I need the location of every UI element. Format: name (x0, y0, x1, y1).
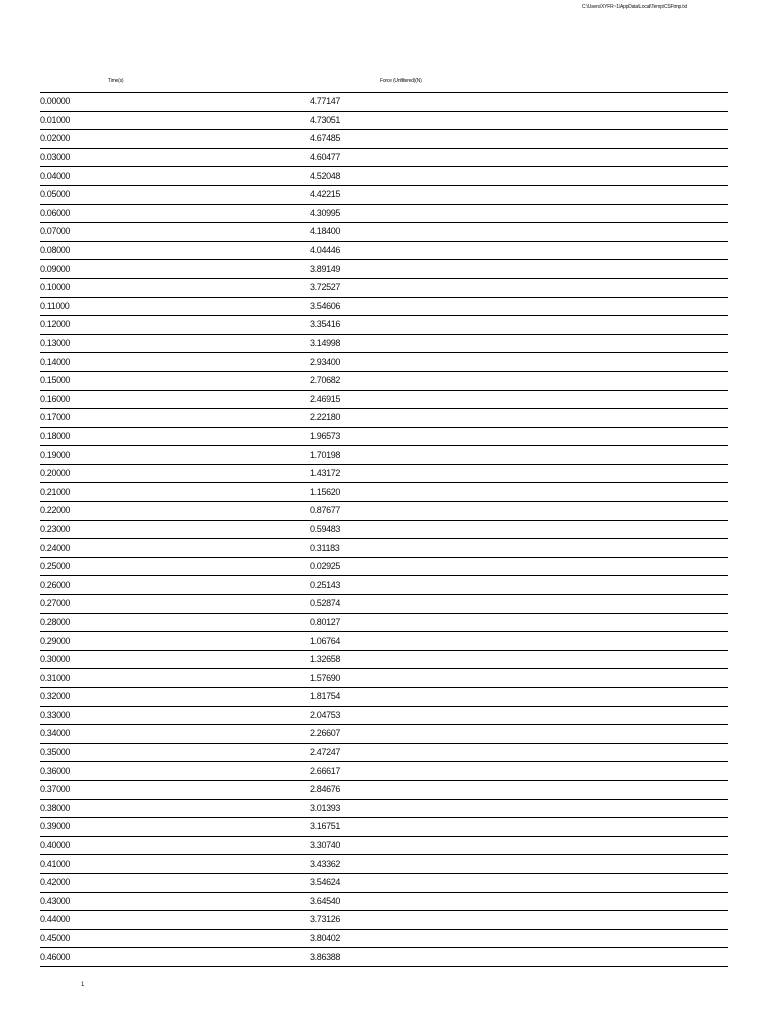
cell-time: 0.02000 (40, 130, 310, 149)
cell-time: 0.01000 (40, 111, 310, 130)
cell-time: 0.08000 (40, 241, 310, 260)
table-row (40, 576, 728, 595)
cell-time: 0.03000 (40, 148, 310, 167)
cell-time: 0.09000 (40, 260, 310, 279)
cell-force: 0.02925 (310, 557, 728, 576)
cell-force: 2.70682 (310, 371, 728, 390)
table-row (40, 688, 728, 707)
cell-force: 3.72527 (310, 278, 728, 297)
cell-time: 0.37000 (40, 780, 310, 799)
table-row (40, 167, 728, 186)
table-row (40, 185, 728, 204)
table-row (40, 613, 728, 632)
cell-time: 0.07000 (40, 223, 310, 242)
cell-force: 4.18400 (310, 223, 728, 242)
table-row (40, 892, 728, 911)
cell-time: 0.33000 (40, 706, 310, 725)
table-row (40, 464, 728, 483)
table-row (40, 297, 728, 316)
cell-time: 0.05000 (40, 185, 310, 204)
cell-force: 2.47247 (310, 743, 728, 762)
table-row (40, 111, 728, 130)
cell-force: 1.81754 (310, 688, 728, 707)
cell-force: 0.59483 (310, 520, 728, 539)
cell-time: 0.42000 (40, 873, 310, 892)
cell-force: 3.54606 (310, 297, 728, 316)
cell-time: 0.31000 (40, 669, 310, 688)
table-row (40, 836, 728, 855)
cell-force: 1.43172 (310, 464, 728, 483)
cell-force: 0.25143 (310, 576, 728, 595)
table-column-headers (40, 78, 728, 88)
cell-time: 0.15000 (40, 371, 310, 390)
cell-force: 4.52048 (310, 167, 728, 186)
cell-time: 0.19000 (40, 446, 310, 465)
cell-force: 4.67485 (310, 130, 728, 149)
cell-force: 2.04753 (310, 706, 728, 725)
cell-time: 0.17000 (40, 409, 310, 428)
cell-force: 2.26607 (310, 725, 728, 744)
cell-force: 3.64540 (310, 892, 728, 911)
cell-force: 1.06764 (310, 632, 728, 651)
table-row (40, 595, 728, 614)
cell-time: 0.26000 (40, 576, 310, 595)
table-row (40, 334, 728, 353)
cell-force: 0.87677 (310, 502, 728, 521)
cell-force: 1.57690 (310, 669, 728, 688)
table-row (40, 148, 728, 167)
table-row (40, 446, 728, 465)
table-row (40, 706, 728, 725)
table-row (40, 278, 728, 297)
table-row (40, 725, 728, 744)
cell-force: 2.93400 (310, 353, 728, 372)
cell-force: 3.14998 (310, 334, 728, 353)
cell-time: 0.30000 (40, 650, 310, 669)
cell-time: 0.06000 (40, 204, 310, 223)
table-row (40, 390, 728, 409)
cell-time: 0.29000 (40, 632, 310, 651)
cell-force: 2.66617 (310, 762, 728, 781)
cell-time: 0.00000 (40, 93, 310, 112)
table-row (40, 650, 728, 669)
table-row (40, 762, 728, 781)
cell-force: 3.43362 (310, 855, 728, 874)
cell-time: 0.20000 (40, 464, 310, 483)
cell-time: 0.28000 (40, 613, 310, 632)
table-row (40, 502, 728, 521)
cell-time: 0.22000 (40, 502, 310, 521)
cell-time: 0.18000 (40, 427, 310, 446)
cell-time: 0.14000 (40, 353, 310, 372)
cell-force: 2.22180 (310, 409, 728, 428)
table-row (40, 948, 728, 967)
cell-time: 0.44000 (40, 911, 310, 930)
table-row (40, 743, 728, 762)
cell-time: 0.12000 (40, 316, 310, 335)
cell-time: 0.46000 (40, 948, 310, 967)
cell-time: 0.25000 (40, 557, 310, 576)
cell-time: 0.32000 (40, 688, 310, 707)
table-row (40, 818, 728, 837)
cell-force: 4.73051 (310, 111, 728, 130)
column-header-time: Time(s) (108, 78, 124, 84)
page-number: 1 (81, 982, 85, 988)
cell-time: 0.35000 (40, 743, 310, 762)
table-row (40, 427, 728, 446)
cell-force: 0.80127 (310, 613, 728, 632)
table-row (40, 855, 728, 874)
table-row (40, 799, 728, 818)
table-row (40, 93, 728, 112)
cell-force: 3.30740 (310, 836, 728, 855)
cell-time: 0.23000 (40, 520, 310, 539)
cell-time: 0.13000 (40, 334, 310, 353)
column-header-force: Force (Unfiltered)(N) (380, 78, 422, 84)
table-row (40, 873, 728, 892)
cell-force: 2.46915 (310, 390, 728, 409)
table-row (40, 371, 728, 390)
cell-time: 0.45000 (40, 929, 310, 948)
table-row (40, 260, 728, 279)
cell-force: 4.04446 (310, 241, 728, 260)
table-row (40, 316, 728, 335)
cell-time: 0.24000 (40, 539, 310, 558)
cell-force: 3.54624 (310, 873, 728, 892)
cell-time: 0.10000 (40, 278, 310, 297)
file-path-header: C:\Users\XYFR~1\AppData\Local\Temp\CSFtmp.txt (581, 4, 687, 10)
table-body (40, 93, 728, 967)
cell-time: 0.04000 (40, 167, 310, 186)
table-row (40, 223, 728, 242)
cell-force: 0.52874 (310, 595, 728, 614)
cell-time: 0.39000 (40, 818, 310, 837)
cell-time: 0.40000 (40, 836, 310, 855)
table-row (40, 632, 728, 651)
cell-force: 4.77147 (310, 93, 728, 112)
table-row (40, 204, 728, 223)
table-row (40, 557, 728, 576)
cell-time: 0.34000 (40, 725, 310, 744)
cell-force: 1.96573 (310, 427, 728, 446)
cell-time: 0.11000 (40, 297, 310, 316)
table-row (40, 780, 728, 799)
cell-force: 4.30995 (310, 204, 728, 223)
cell-force: 3.35416 (310, 316, 728, 335)
table-row (40, 353, 728, 372)
cell-time: 0.43000 (40, 892, 310, 911)
table-row (40, 911, 728, 930)
table-row (40, 130, 728, 149)
table-row (40, 539, 728, 558)
cell-force: 1.15620 (310, 483, 728, 502)
cell-force: 1.32658 (310, 650, 728, 669)
cell-time: 0.21000 (40, 483, 310, 502)
table-row (40, 929, 728, 948)
cell-force: 4.42215 (310, 185, 728, 204)
cell-time: 0.38000 (40, 799, 310, 818)
cell-force: 3.73126 (310, 911, 728, 930)
table-row (40, 241, 728, 260)
table-row (40, 483, 728, 502)
data-table (40, 92, 728, 967)
cell-force: 4.60477 (310, 148, 728, 167)
cell-force: 3.86388 (310, 948, 728, 967)
cell-force: 2.84676 (310, 780, 728, 799)
cell-force: 0.31183 (310, 539, 728, 558)
cell-force: 3.16751 (310, 818, 728, 837)
table-row (40, 669, 728, 688)
cell-time: 0.27000 (40, 595, 310, 614)
cell-force: 3.89149 (310, 260, 728, 279)
cell-time: 0.41000 (40, 855, 310, 874)
cell-time: 0.36000 (40, 762, 310, 781)
cell-force: 3.01393 (310, 799, 728, 818)
table-row (40, 520, 728, 539)
table-row (40, 409, 728, 428)
cell-force: 1.70198 (310, 446, 728, 465)
cell-time: 0.16000 (40, 390, 310, 409)
cell-force: 3.80402 (310, 929, 728, 948)
